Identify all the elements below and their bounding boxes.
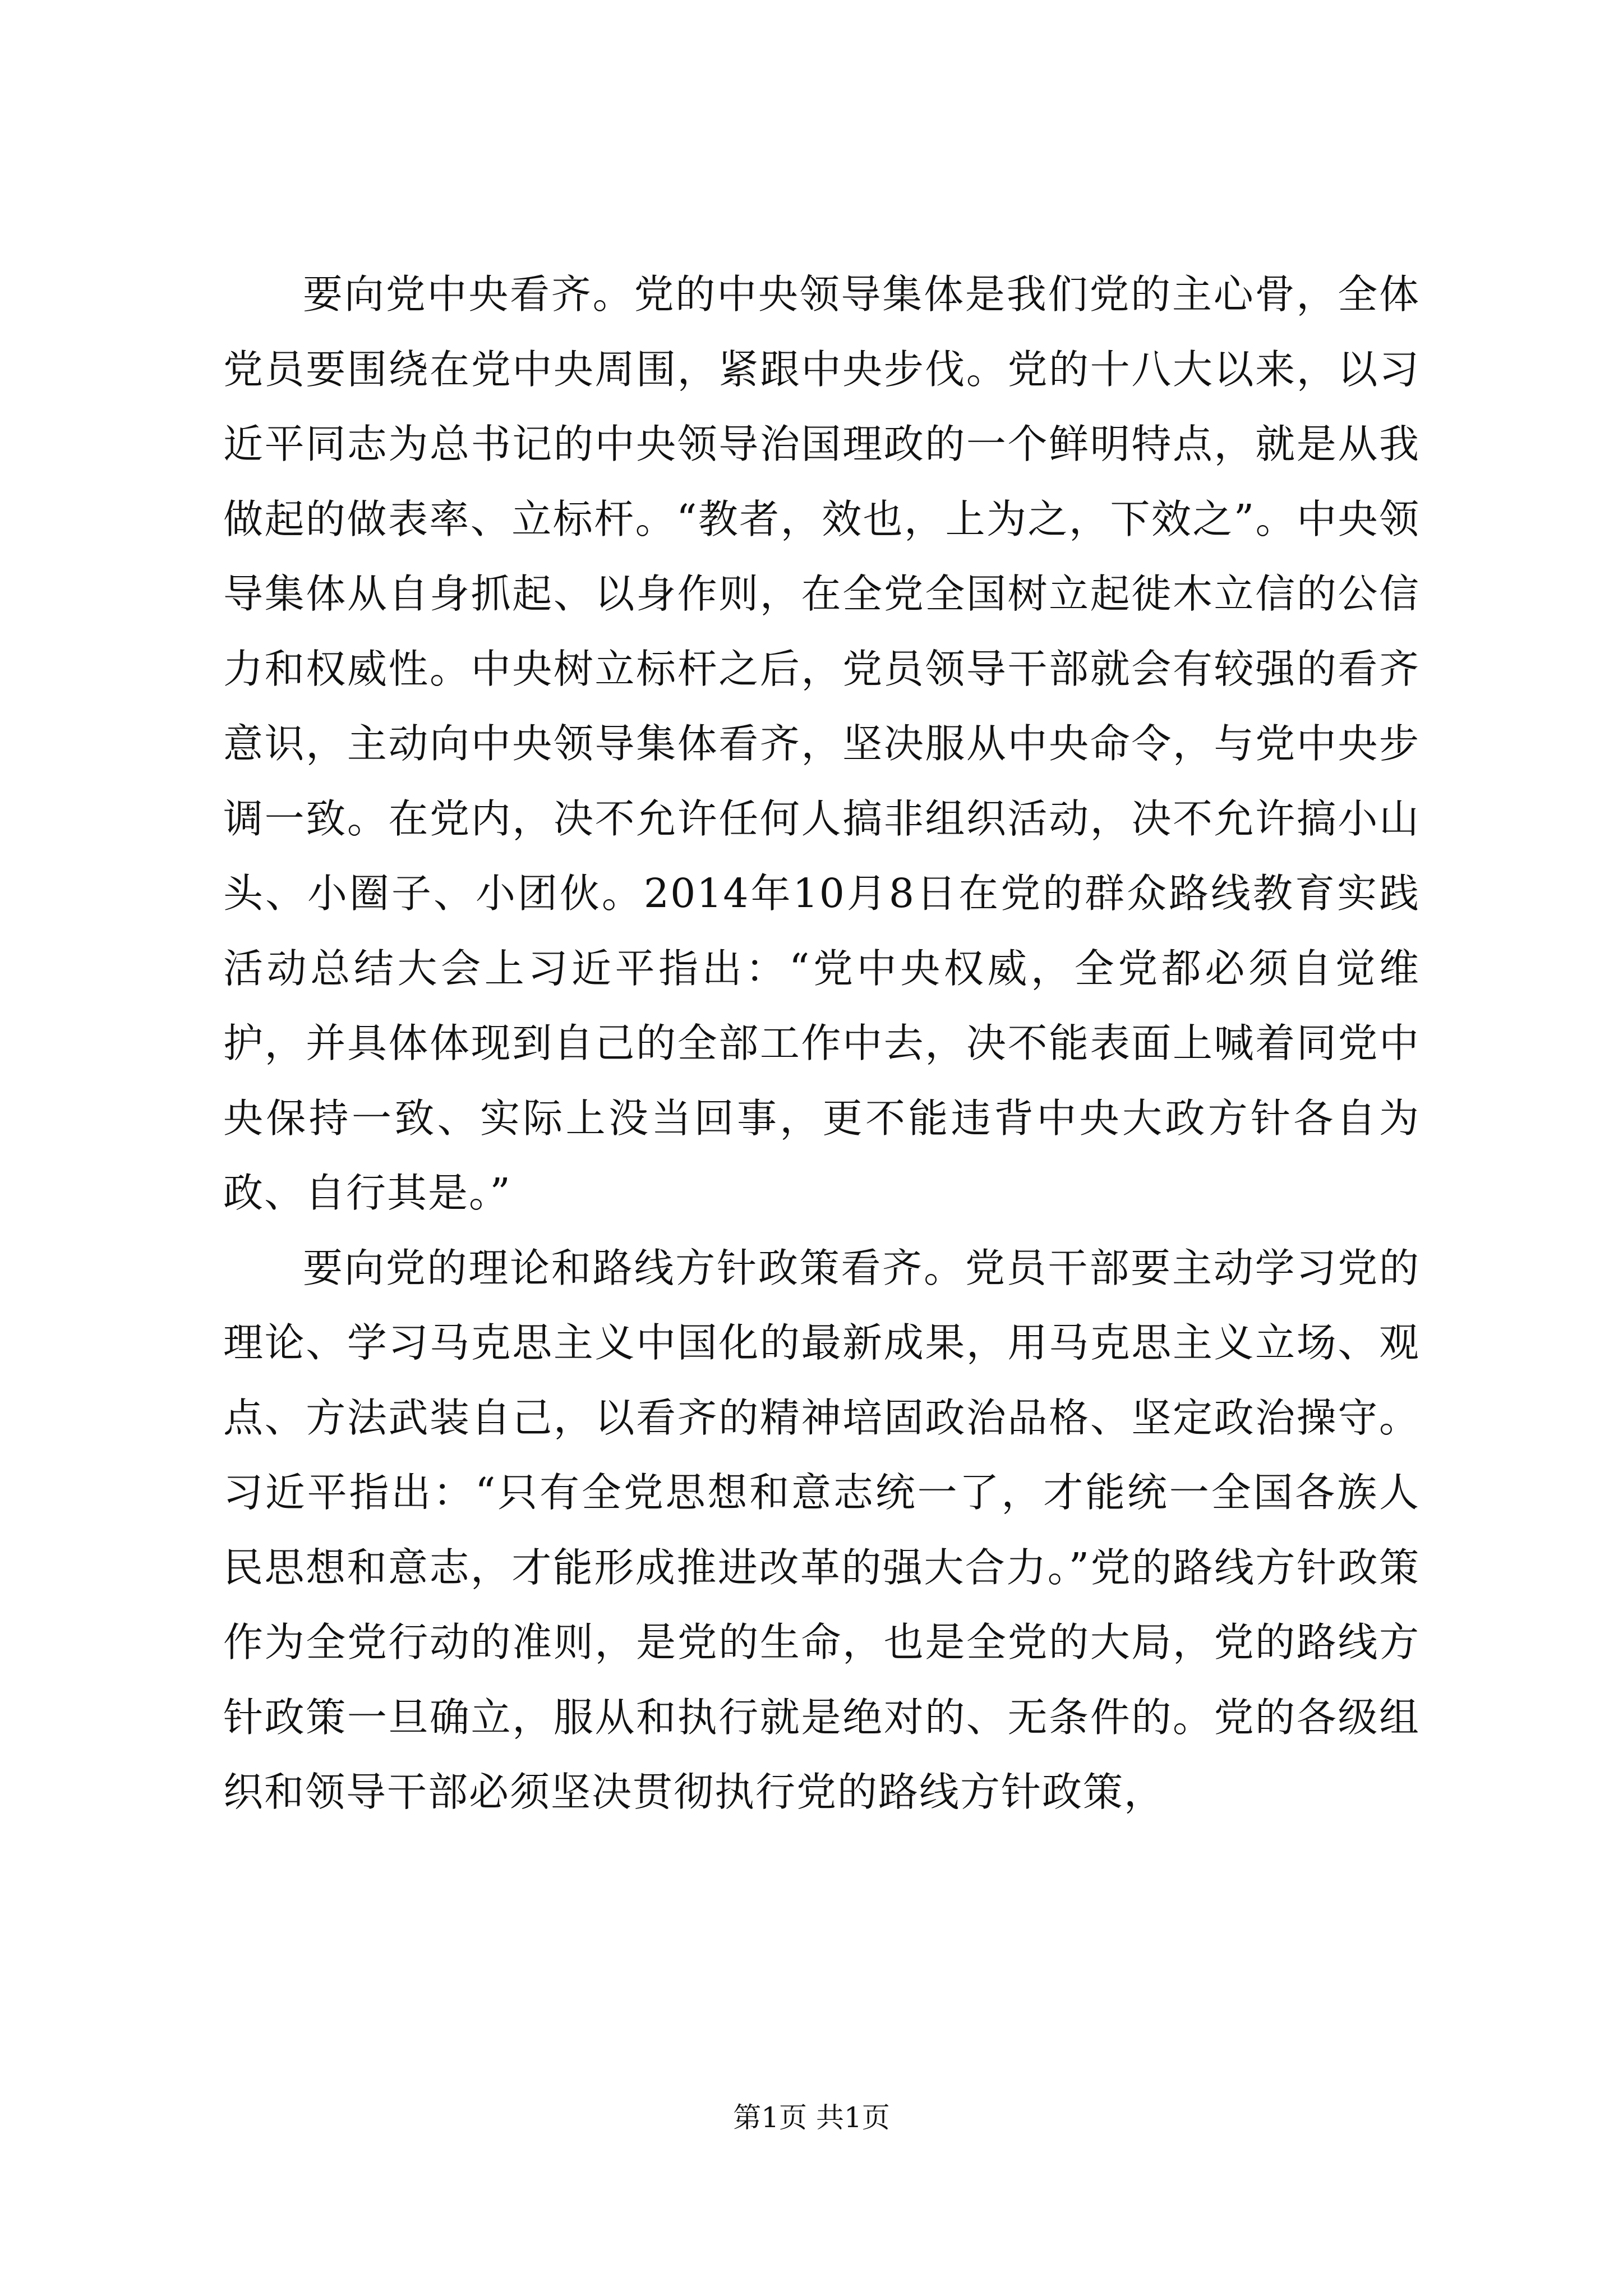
paragraph-2: 要向党的理论和路线方针政策看齐。党员干部要主动学习党的理论、学习马克思主义中国化的最新成果，用马克思主义立场、观点、方法武装自己，以看齐的精神培固政治品格、坚定政治操守。习近平指出：“只有全党思想和意志统一了，才能统一全国各族人民思想和意志，才能形成推进改革的强大合力。”党的路线方针政策作为全党行动的准则，是党的生命，也是全党的大局，党的路线方针政策一旦确立，服从和执行就是绝对的、无条件的。党的各级组织和领导干部必须坚决贯彻执行党的路线方针政策， [223, 1244, 1420, 1815]
paragraph-1: 要向党中央看齐。党的中央领导集体是我们党的主心骨，全体党员要围绕在党中央周围，紧跟中央步伐。党的十八大以来，以习近平同志为总书记的中央领导治国理政的一个鲜明特点，就是从我做起的做表率、立标杆。“教者，效也，上为之，下效之”。中央领导集体从自身抓起、以身作则，在全党全国树立起徙木立信的公信力和权威性。中央树立标杆之后，党员领导干部就会有较强的看齐意识，主动向中央领导集体看齐，坚决服从中央命令，与党中央步调一致。在党内，决不允许任何人搞非组织活动，决不允许搞小山头、小圈子、小团伙。2014年10月8日在党的群众路线教育实践活动总结大会上习近平指出：“党中央权威，全党都必须自觉维护，并具体体现到自己的全部工作中去，决不能表面上喊着同党中央保持一致、实际上没当回事，更不能违背中央大政方针各自为政、自行其是。” [223, 271, 1420, 1216]
page-footer: 第1页 共1页 [733, 2101, 890, 2134]
document-body [223, 257, 1420, 1830]
